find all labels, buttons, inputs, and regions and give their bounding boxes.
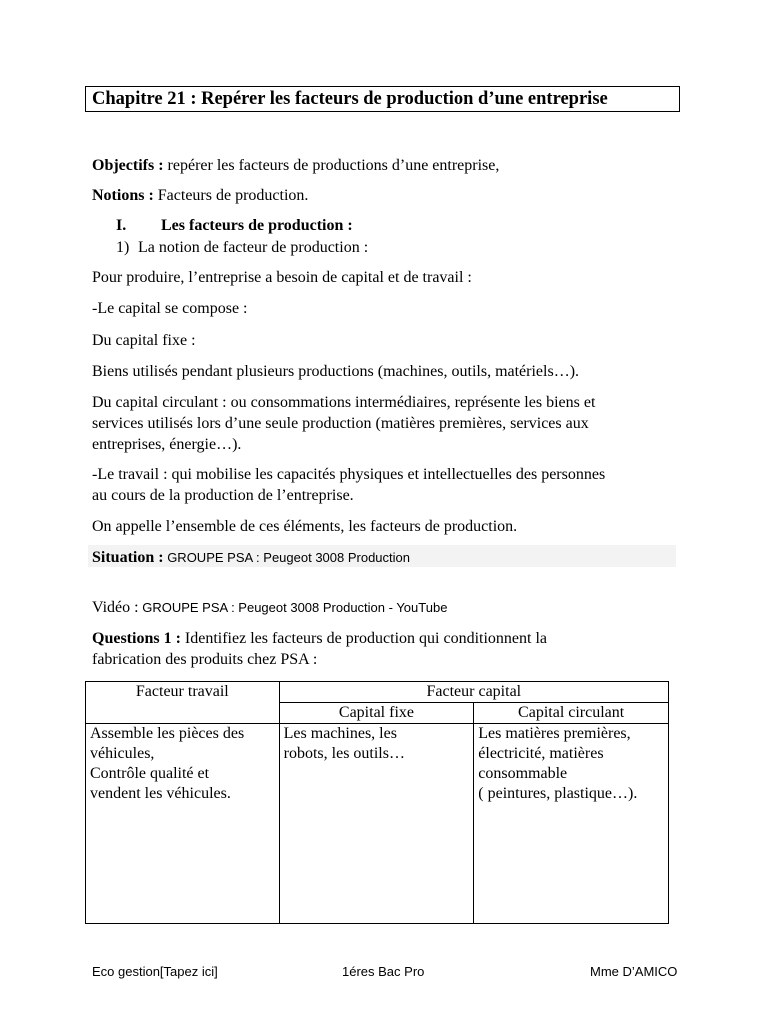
- questions-line-1: [92, 629, 547, 649]
- cell-line: Contrôle qualité et: [90, 765, 210, 782]
- questions-line-2: fabrication des produits chez PSA :: [92, 651, 318, 668]
- cell-capital-fixe: [279, 724, 474, 924]
- subsection-title: La notion de facteur de production :: [138, 239, 369, 256]
- video-link[interactable]: GROUPE PSA : Peugeot 3008 Production - YouTube: [138, 600, 448, 615]
- situation-text: GROUPE PSA : Peugeot 3008 Production: [163, 550, 411, 565]
- cell-line: Les matières premières,: [478, 725, 631, 742]
- notions-line: [92, 186, 308, 206]
- para-fixe-head: Du capital fixe :: [92, 332, 196, 349]
- cell-line: électricité, matières: [478, 745, 604, 762]
- questions-label: Questions 1 :: [92, 630, 181, 647]
- para-fixe-text: Biens utilisés pendant plusieurs productions (machines, outils, matériels…).: [92, 363, 580, 380]
- cell-line: vendent les véhicules.: [90, 785, 231, 802]
- video-label: Vidéo :: [92, 599, 139, 616]
- notions-text: Facteurs de production.: [153, 187, 309, 204]
- cell-line: Les machines, les: [283, 725, 397, 742]
- footer-left: Eco gestion[Tapez ici]: [92, 964, 218, 979]
- cell-line: robots, les outils…: [283, 745, 405, 762]
- video-line: [92, 598, 447, 618]
- header-travail: Facteur travail: [86, 682, 280, 724]
- cell-line: Assemble les pièces des: [90, 725, 245, 742]
- page-title: Chapitre 21 : Repérer les facteurs de production d’une entreprise: [92, 89, 608, 109]
- para-capital: -Le capital se compose :: [92, 300, 248, 317]
- cell-line: consommable: [478, 765, 568, 782]
- cell-line: ( peintures, plastique…).: [478, 785, 638, 802]
- footer-right: Mme D’AMICO: [590, 964, 678, 979]
- para-travail-1: -Le travail : qui mobilise les capacités physiques et intellectuelles des personnes: [92, 466, 606, 483]
- facteurs-table: [85, 681, 669, 924]
- para-circulant-1: Du capital circulant : ou consommations intermédiaires, représente les biens et: [92, 394, 596, 411]
- para-circulant-2: services utilisés lors d’une seule production (matières premières, services aux: [92, 415, 589, 432]
- header-capital-fixe: Capital fixe: [279, 703, 474, 724]
- para-ensemble: On appelle l’ensemble de ces éléments, les facteurs de production.: [92, 518, 518, 535]
- section-title: Les facteurs de production :: [161, 217, 353, 234]
- questions-text-1: Identifiez les facteurs de production qui conditionnent la: [180, 630, 548, 647]
- subsection-number: 1): [116, 239, 130, 256]
- section-number: I.: [116, 217, 127, 234]
- header-capital-circulant: Capital circulant: [474, 703, 669, 724]
- footer-center: 1éres Bac Pro: [342, 964, 425, 979]
- para-circulant-3: entreprises, énergie…).: [92, 436, 242, 453]
- cell-capital-circulant: [474, 724, 669, 924]
- objectifs-line: [92, 156, 499, 176]
- situation-line: [92, 548, 410, 568]
- cell-line: véhicules,: [90, 745, 155, 762]
- header-capital: Facteur capital: [279, 682, 668, 703]
- para-intro: Pour produire, l’entreprise a besoin de capital et de travail :: [92, 269, 472, 286]
- objectifs-text: repérer les facteurs de productions d’une entreprise,: [163, 157, 500, 174]
- cell-travail: [86, 724, 280, 924]
- para-travail-2: au cours de la production de l’entreprise.: [92, 487, 354, 504]
- notions-label: Notions :: [92, 187, 154, 204]
- objectifs-label: Objectifs :: [92, 157, 164, 174]
- situation-label: Situation :: [92, 549, 164, 566]
